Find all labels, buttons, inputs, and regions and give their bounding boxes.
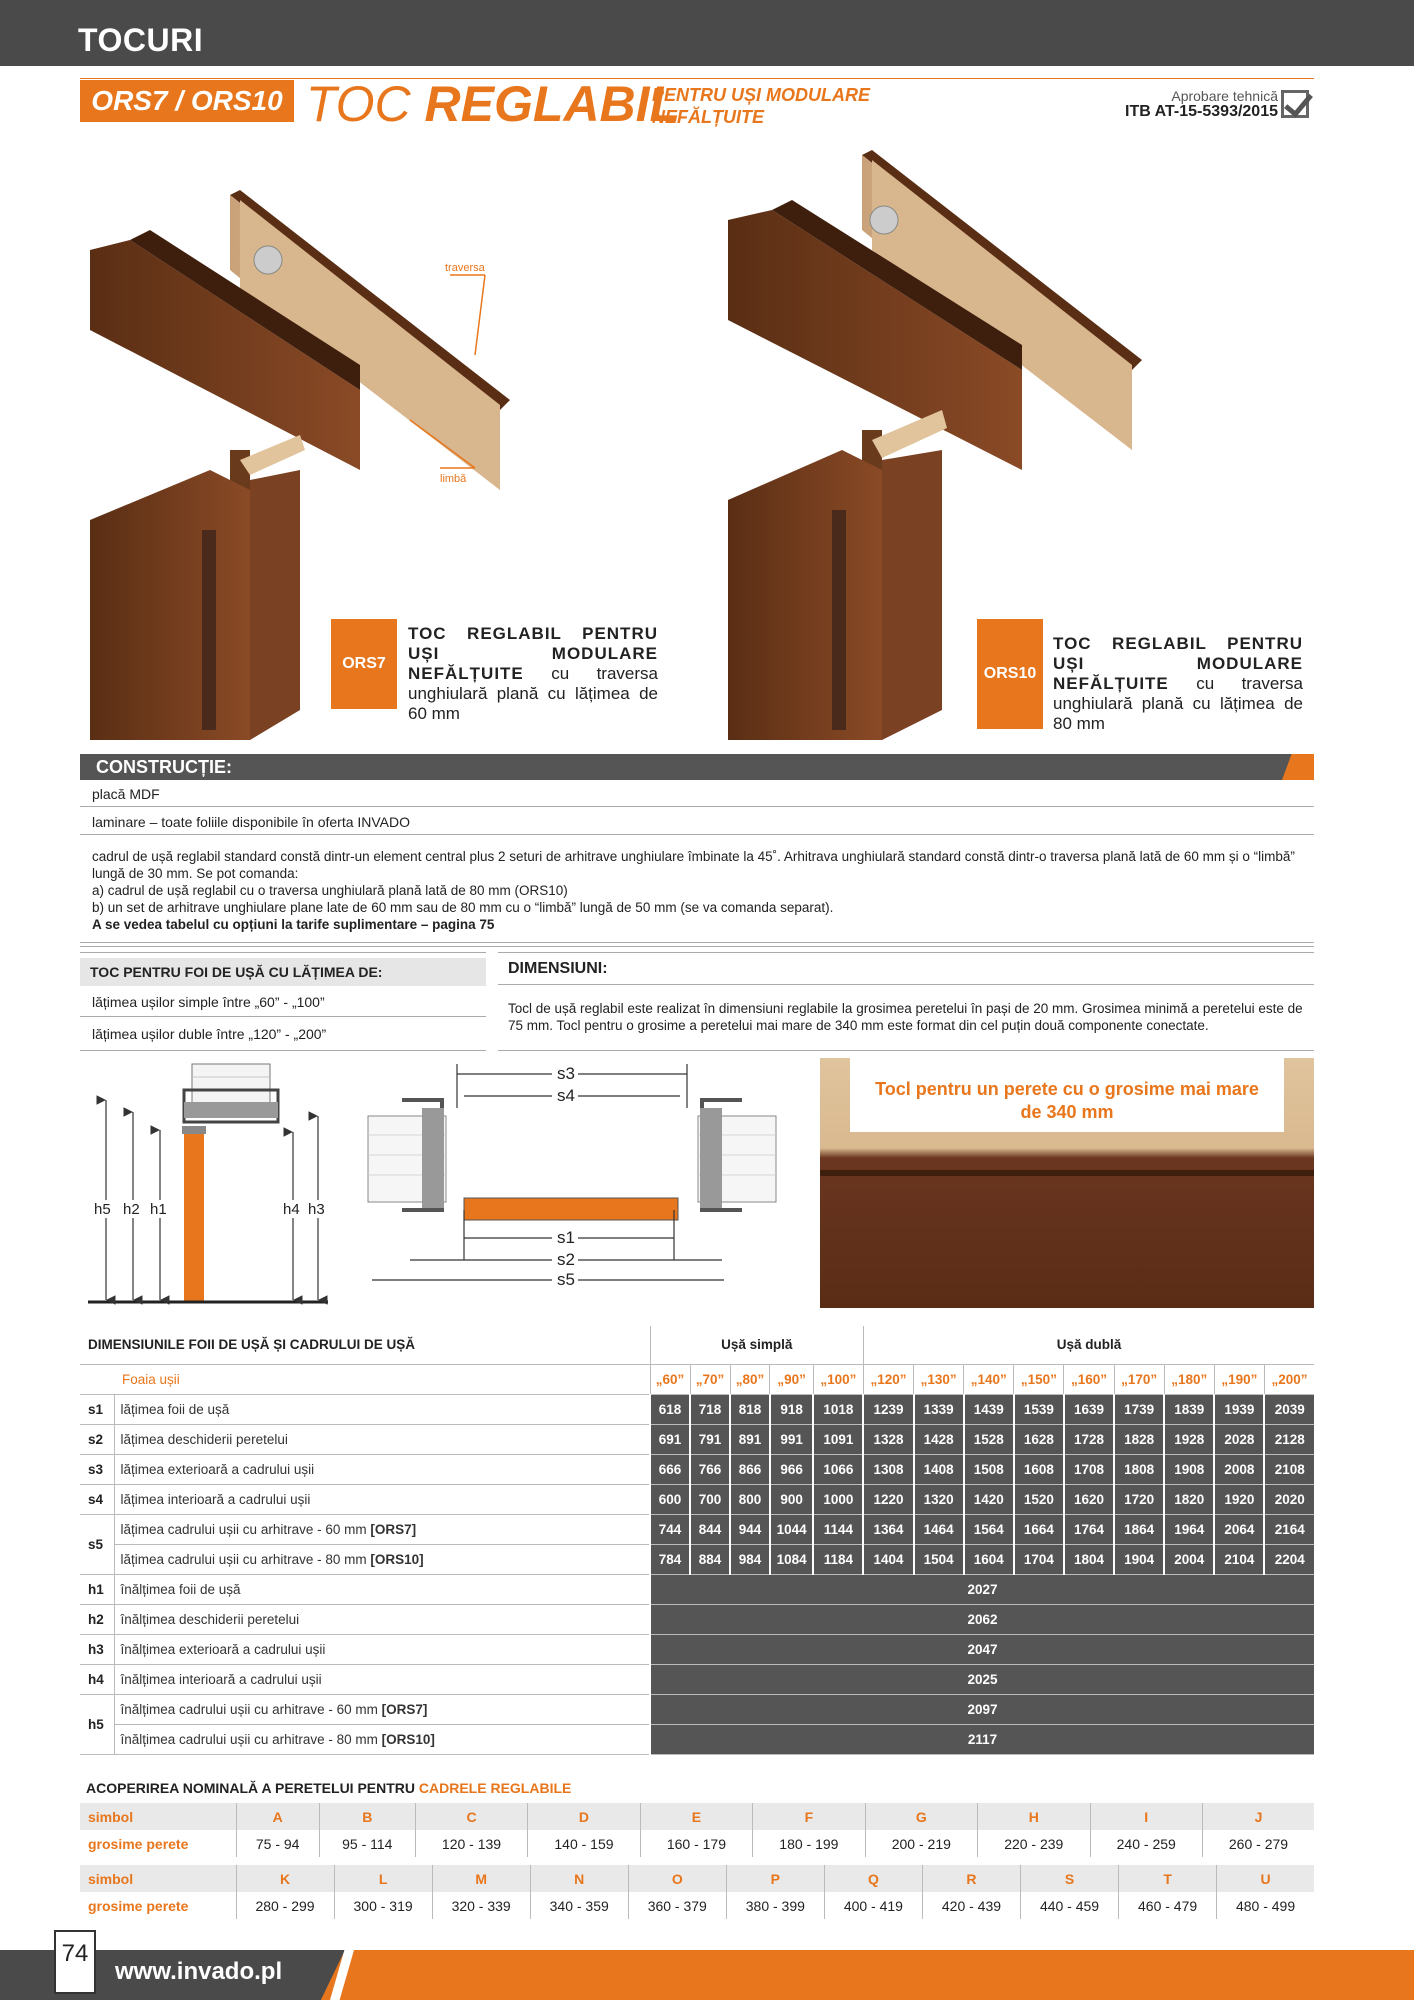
group-double: Ușă dublă [863, 1326, 1314, 1364]
symbol-cell: L [334, 1865, 432, 1892]
row-label [114, 1724, 650, 1754]
construction-p3: b) un set de arhitrave unghiulare plane late de 60 mm sau de 80 mm cu o “limbă” lungă de 50 mm (se va comanda separat). [92, 900, 834, 915]
construction-p4: A se vedea tabelul cu opțiuni la tarife suplimentare – pagina 75 [92, 917, 495, 932]
value-cell: 618 [650, 1394, 690, 1424]
row-label: înălțimea deschiderii peretelui [114, 1604, 650, 1634]
value-cell: 1620 [1064, 1484, 1114, 1514]
label-s4: s4 [557, 1086, 575, 1105]
divider [80, 1016, 486, 1017]
divider [80, 942, 1314, 943]
group-simple: Ușă simplă [650, 1326, 863, 1364]
table-header-row [80, 1326, 1314, 1364]
value-cell: 2064 [1214, 1514, 1264, 1544]
value-cell: 1328 [863, 1424, 913, 1454]
value-cell: 1604 [964, 1544, 1014, 1574]
table-row-s5 [80, 1514, 1314, 1544]
symbol-cell: Q [824, 1865, 922, 1892]
label-h3: h3 [308, 1201, 325, 1218]
coverage-range-row [80, 1830, 1314, 1857]
product-subtitle [652, 84, 870, 128]
table-row-height [80, 1664, 1314, 1694]
size-header: „190” [1214, 1364, 1264, 1394]
value-cell: 600 [650, 1484, 690, 1514]
value-cell: 1364 [863, 1514, 913, 1544]
range-cell: 95 - 114 [319, 1830, 415, 1857]
range-cell: 460 - 479 [1119, 1892, 1217, 1919]
row-label: lățimea deschiderii peretelui [114, 1424, 650, 1454]
symbol-label: simbol [80, 1803, 236, 1830]
table-row-height [80, 1634, 1314, 1664]
coverage-title-orange: CADRELE REGLABILE [418, 1780, 572, 1796]
size-header: „120” [863, 1364, 913, 1394]
value-cell: 1528 [964, 1424, 1014, 1454]
ors7-description [408, 624, 658, 724]
dimensions-heading: DIMENSIUNI: [508, 960, 608, 977]
row-label: înălțimea interioară a cadrului ușii [114, 1664, 650, 1694]
divider [80, 952, 486, 953]
height-value: 2025 [650, 1664, 1314, 1694]
thickness-label: grosime perete [88, 1897, 189, 1914]
row-symbol: s3 [80, 1454, 114, 1484]
value-cell: 1864 [1114, 1514, 1164, 1544]
dimension-table [80, 1326, 1314, 1755]
row-symbol: s5 [80, 1514, 114, 1574]
symbol-cell: S [1021, 1865, 1119, 1892]
value-cell: 791 [690, 1424, 730, 1454]
height-value: 2117 [650, 1724, 1314, 1754]
wide-wall-photo [820, 1058, 1314, 1308]
value-cell: 2004 [1164, 1544, 1214, 1574]
range-cell: 120 - 139 [415, 1830, 527, 1857]
table-row [80, 1454, 1314, 1484]
coverage-table-2 [80, 1865, 1314, 1919]
row-label: lățimea exterioară a cadrului ușii [114, 1454, 650, 1484]
value-cell: 1628 [1014, 1424, 1064, 1454]
construction-text [92, 848, 1308, 933]
value-cell: 944 [730, 1514, 770, 1544]
value-cell: 1404 [863, 1544, 913, 1574]
row-label [114, 1694, 650, 1724]
value-cell: 1084 [770, 1544, 813, 1574]
size-header: „70” [690, 1364, 730, 1394]
value-cell: 1066 [813, 1454, 863, 1484]
table-row-h5 [80, 1724, 1314, 1754]
size-header: „150” [1014, 1364, 1064, 1394]
table-row [80, 1424, 1314, 1454]
checkmark-icon [1281, 90, 1309, 118]
ors7-desc-rest: cu traversa unghiulară plană cu lățimea de 60 mm [408, 664, 658, 723]
value-cell: 2008 [1214, 1454, 1264, 1484]
value-cell: 1904 [1114, 1544, 1164, 1574]
range-cell: 280 - 299 [236, 1892, 334, 1919]
subtitle-line-1: PENTRU UȘI MODULARE [652, 85, 871, 105]
size-header: „80” [730, 1364, 770, 1394]
product-title [306, 74, 680, 134]
coverage-range-row [80, 1892, 1314, 1919]
approval-code: ITB AT-15-5393/2015 [1125, 103, 1278, 120]
value-cell: 1708 [1064, 1454, 1114, 1484]
coverage-symbol-row [80, 1865, 1314, 1892]
range-cell: 220 - 239 [978, 1830, 1090, 1857]
value-cell: 1764 [1064, 1514, 1114, 1544]
divider [80, 1050, 486, 1051]
row-symbol: s4 [80, 1484, 114, 1514]
symbol-cell: K [236, 1865, 334, 1892]
height-value: 2062 [650, 1604, 1314, 1634]
size-header: „100” [813, 1364, 863, 1394]
table-row-height [80, 1604, 1314, 1634]
value-cell: 1839 [1164, 1394, 1214, 1424]
value-cell: 1804 [1064, 1544, 1114, 1574]
traversa-callout: traversa [445, 262, 485, 274]
row-label: lățimea foii de ușă [114, 1394, 650, 1424]
value-cell: 691 [650, 1424, 690, 1454]
value-cell: 1000 [813, 1484, 863, 1514]
range-cell: 160 - 179 [640, 1830, 752, 1857]
s5-label: lățimea cadrului ușii cu arhitrave - 80 mm [120, 1551, 367, 1567]
value-cell: 1828 [1114, 1424, 1164, 1454]
ors7-code-box: ORS7 [331, 619, 397, 709]
range-cell: 340 - 359 [530, 1892, 628, 1919]
value-cell: 1339 [914, 1394, 964, 1424]
range-cell: 240 - 259 [1090, 1830, 1202, 1857]
header-rule [80, 78, 1314, 79]
ors7-desc-bold: TOC REGLABIL PENTRU UȘI MODULARE NEFĂLȚUITE [408, 624, 658, 683]
coverage-title [86, 1780, 571, 1796]
range-cell: 140 - 159 [528, 1830, 640, 1857]
value-cell: 1439 [964, 1394, 1014, 1424]
dimensions-text: Tocl de ușă reglabil este realizat în dimensiuni reglabile la grosimea peretelui în pași de 20 mm. Grosimea minimă a peretelui este de 75 mm. Tocl pentru o grosime a peretelui mai mare de 340 mm este format din cel puțin două componente conectate. [508, 1001, 1303, 1033]
table-sizes-row [80, 1364, 1314, 1394]
widths-simple: lățimea ușilor simple între „60” - „100” [92, 994, 325, 1010]
symbol-label: simbol [80, 1865, 236, 1892]
value-cell: 1464 [914, 1514, 964, 1544]
symbol-cell: A [236, 1803, 319, 1830]
widths-heading: TOC PENTRU FOI DE UȘĂ CU LĂȚIMEA DE: [80, 958, 486, 986]
symbol-cell: O [628, 1865, 726, 1892]
coverage-title-dark: ACOPERIREA NOMINALĂ A PERETELUI PENTRU [86, 1780, 416, 1796]
symbol-cell: H [978, 1803, 1090, 1830]
value-cell: 1539 [1014, 1394, 1064, 1424]
symbol-cell: N [530, 1865, 628, 1892]
height-value: 2027 [650, 1574, 1314, 1604]
range-cell: 260 - 279 [1202, 1830, 1314, 1857]
symbol-cell: R [922, 1865, 1020, 1892]
limba-callout: limbă [440, 473, 467, 485]
symbol-cell: C [415, 1803, 527, 1830]
h5-label: înălțimea cadrului ușii cu arhitrave - 60 mm [120, 1701, 378, 1717]
width-diagram [362, 1060, 782, 1290]
value-cell: 2108 [1264, 1454, 1314, 1484]
row-label: înălțimea exterioară a cadrului ușii [114, 1634, 650, 1664]
symbol-cell: F [753, 1803, 865, 1830]
subtitle-line-2: NEFĂLȚUITE [652, 107, 764, 127]
value-cell: 818 [730, 1394, 770, 1424]
photo-caption: Tocl pentru un perete cu o grosime mai mare de 340 mm [875, 1079, 1259, 1122]
model-badge: ORS7 / ORS10 [80, 80, 294, 122]
value-cell: 2104 [1214, 1544, 1264, 1574]
row-label [114, 1514, 650, 1544]
range-cell: 420 - 439 [922, 1892, 1020, 1919]
leaf-label: Foaia ușii [114, 1364, 650, 1394]
label-s1: s1 [557, 1228, 575, 1247]
range-cell: 300 - 319 [334, 1892, 432, 1919]
category-title: TOCURI [78, 22, 204, 58]
value-cell: 1704 [1014, 1544, 1064, 1574]
value-cell: 1420 [964, 1484, 1014, 1514]
symbol-cell: G [865, 1803, 977, 1830]
size-header: „180” [1164, 1364, 1214, 1394]
value-cell: 2039 [1264, 1394, 1314, 1424]
construction-line-1: placă MDF [92, 786, 160, 802]
value-cell: 2164 [1264, 1514, 1314, 1544]
label-h4: h4 [283, 1201, 300, 1218]
symbol-cell: M [432, 1865, 530, 1892]
value-cell: 2020 [1264, 1484, 1314, 1514]
table-row [80, 1484, 1314, 1514]
size-header: „130” [914, 1364, 964, 1394]
height-diagram [88, 1060, 338, 1310]
table-row-height [80, 1574, 1314, 1604]
value-cell: 966 [770, 1454, 813, 1484]
h5-tag: [ORS7] [381, 1701, 428, 1717]
row-symbol: s2 [80, 1424, 114, 1454]
value-cell: 866 [730, 1454, 770, 1484]
symbol-cell: B [319, 1803, 415, 1830]
label-h5: h5 [94, 1201, 111, 1218]
value-cell: 718 [690, 1394, 730, 1424]
construction-heading: CONSTRUCȚIE: [80, 754, 1292, 780]
value-cell: 900 [770, 1484, 813, 1514]
value-cell: 918 [770, 1394, 813, 1424]
ors10-desc-rest: cu traversa unghiulară plană cu lățimea de 80 mm [1053, 674, 1303, 733]
value-cell: 1239 [863, 1394, 913, 1424]
symbol-cell: E [640, 1803, 752, 1830]
row-symbol: h2 [80, 1604, 114, 1634]
value-cell: 1044 [770, 1514, 813, 1544]
symbol-cell: T [1119, 1865, 1217, 1892]
range-cell: 320 - 339 [432, 1892, 530, 1919]
widths-double: lățimea ușilor duble între „120” - „200” [92, 1026, 327, 1042]
label-h1: h1 [150, 1201, 167, 1218]
symbol-cell: J [1202, 1803, 1314, 1830]
construction-p2: a) cadrul de ușă reglabil cu o traversa unghiulară plană lată de 80 mm (ORS10) [92, 883, 568, 898]
value-cell: 1908 [1164, 1454, 1214, 1484]
value-cell: 2028 [1214, 1424, 1264, 1454]
range-cell: 380 - 399 [726, 1892, 824, 1919]
value-cell: 800 [730, 1484, 770, 1514]
value-cell: 1639 [1064, 1394, 1114, 1424]
table-row [80, 1394, 1314, 1424]
value-cell: 1018 [813, 1394, 863, 1424]
coverage-symbol-row [80, 1803, 1314, 1830]
page-number: 74 [54, 1930, 96, 1994]
range-cell: 200 - 219 [865, 1830, 977, 1857]
title-bold: REGLABIL [424, 76, 681, 132]
s5-label: lățimea cadrului ușii cu arhitrave - 60 mm [120, 1521, 367, 1537]
range-cell: 400 - 419 [824, 1892, 922, 1919]
value-cell: 1091 [813, 1424, 863, 1454]
value-cell: 984 [730, 1544, 770, 1574]
divider [498, 952, 1314, 953]
title-light: TOC [306, 76, 411, 132]
row-label [114, 1544, 650, 1574]
row-symbol: h3 [80, 1634, 114, 1664]
value-cell: 1508 [964, 1454, 1014, 1484]
size-header: „60” [650, 1364, 690, 1394]
value-cell: 844 [690, 1514, 730, 1544]
value-cell: 1928 [1164, 1424, 1214, 1454]
website-link[interactable]: www.invado.pl [115, 1958, 283, 1985]
value-cell: 666 [650, 1454, 690, 1484]
row-symbol: h1 [80, 1574, 114, 1604]
value-cell: 1720 [1114, 1484, 1164, 1514]
height-value: 2047 [650, 1634, 1314, 1664]
s5-tag: [ORS10] [370, 1551, 424, 1567]
value-cell: 1820 [1164, 1484, 1214, 1514]
value-cell: 1664 [1014, 1514, 1064, 1544]
value-cell: 1220 [863, 1484, 913, 1514]
value-cell: 884 [690, 1544, 730, 1574]
range-cell: 480 - 499 [1217, 1892, 1314, 1919]
value-cell: 1504 [914, 1544, 964, 1574]
divider [80, 806, 1314, 807]
value-cell: 744 [650, 1514, 690, 1544]
value-cell: 1308 [863, 1454, 913, 1484]
construction-line-2: laminare – toate foliile disponibile în oferta INVADO [92, 814, 411, 830]
approval [1125, 88, 1278, 120]
value-cell: 1184 [813, 1544, 863, 1574]
divider [80, 834, 1314, 835]
row-symbol: s1 [80, 1394, 114, 1424]
coverage-table-1 [80, 1803, 1314, 1857]
row-symbol: h4 [80, 1664, 114, 1694]
value-cell: 991 [770, 1424, 813, 1454]
thickness-label: grosime perete [88, 1835, 189, 1852]
approval-label: Aprobare tehnică [1171, 88, 1278, 104]
row-symbol: h5 [80, 1694, 114, 1754]
value-cell: 1939 [1214, 1394, 1264, 1424]
range-cell: 180 - 199 [753, 1830, 865, 1857]
divider [498, 1050, 1314, 1051]
value-cell: 1428 [914, 1424, 964, 1454]
divider [498, 984, 1314, 985]
range-cell: 360 - 379 [628, 1892, 726, 1919]
height-value: 2097 [650, 1694, 1314, 1724]
table-row-s5 [80, 1544, 1314, 1574]
photo-seam [820, 1170, 1314, 1176]
value-cell: 700 [690, 1484, 730, 1514]
top-bar [0, 0, 1414, 66]
value-cell: 1808 [1114, 1454, 1164, 1484]
size-header: „170” [1114, 1364, 1164, 1394]
symbol-cell: P [726, 1865, 824, 1892]
label-s2: s2 [557, 1250, 575, 1269]
size-header: „90” [770, 1364, 813, 1394]
label-s3: s3 [557, 1064, 575, 1083]
label-h2: h2 [123, 1201, 140, 1218]
value-cell: 1739 [1114, 1394, 1164, 1424]
label-s5: s5 [557, 1270, 575, 1289]
value-cell: 1320 [914, 1484, 964, 1514]
value-cell: 784 [650, 1544, 690, 1574]
value-cell: 2128 [1264, 1424, 1314, 1454]
size-header: „160” [1064, 1364, 1114, 1394]
size-header: „140” [964, 1364, 1014, 1394]
value-cell: 1920 [1214, 1484, 1264, 1514]
h5-label: înălțimea cadrului ușii cu arhitrave - 80 mm [120, 1731, 378, 1747]
sym-empty [80, 1364, 114, 1394]
value-cell: 1408 [914, 1454, 964, 1484]
divider [80, 946, 1314, 947]
row-label: lățimea interioară a cadrului ușii [114, 1484, 650, 1514]
value-cell: 891 [730, 1424, 770, 1454]
row-label: înălțimea foii de ușă [114, 1574, 650, 1604]
h5-tag: [ORS10] [381, 1731, 435, 1747]
value-cell: 1728 [1064, 1424, 1114, 1454]
value-cell: 1964 [1164, 1514, 1214, 1544]
value-cell: 1520 [1014, 1484, 1064, 1514]
value-cell: 1144 [813, 1514, 863, 1544]
value-cell: 766 [690, 1454, 730, 1484]
size-header: „200” [1264, 1364, 1314, 1394]
table-title: DIMENSIUNILE FOII DE UȘĂ ȘI CADRULUI DE UȘĂ [80, 1326, 650, 1364]
ors10-desc-bold: TOC REGLABIL PENTRU UȘI MODULARE NEFĂLȚUITE [1053, 634, 1303, 693]
symbol-cell: D [528, 1803, 640, 1830]
range-cell: 75 - 94 [236, 1830, 319, 1857]
ors10-description [1053, 634, 1303, 734]
symbol-cell: U [1217, 1865, 1314, 1892]
value-cell: 1564 [964, 1514, 1014, 1544]
value-cell: 1608 [1014, 1454, 1064, 1484]
range-cell: 440 - 459 [1021, 1892, 1119, 1919]
value-cell: 2204 [1264, 1544, 1314, 1574]
s5-tag: [ORS7] [370, 1521, 417, 1537]
table-row-h5 [80, 1694, 1314, 1724]
construction-p1: cadrul de ușă reglabil standard constă dintr-un element central plus 2 seturi de arhitrave unghiulare îmbinate la 45˚. Arhitrava unghiulară standard constă dintr-o traversa plană lată de 60 mm și o “limbă” lungă de 30 mm. Se pot comanda: [92, 849, 1295, 881]
symbol-cell: I [1090, 1803, 1202, 1830]
ors10-code-box: ORS10 [977, 619, 1043, 729]
